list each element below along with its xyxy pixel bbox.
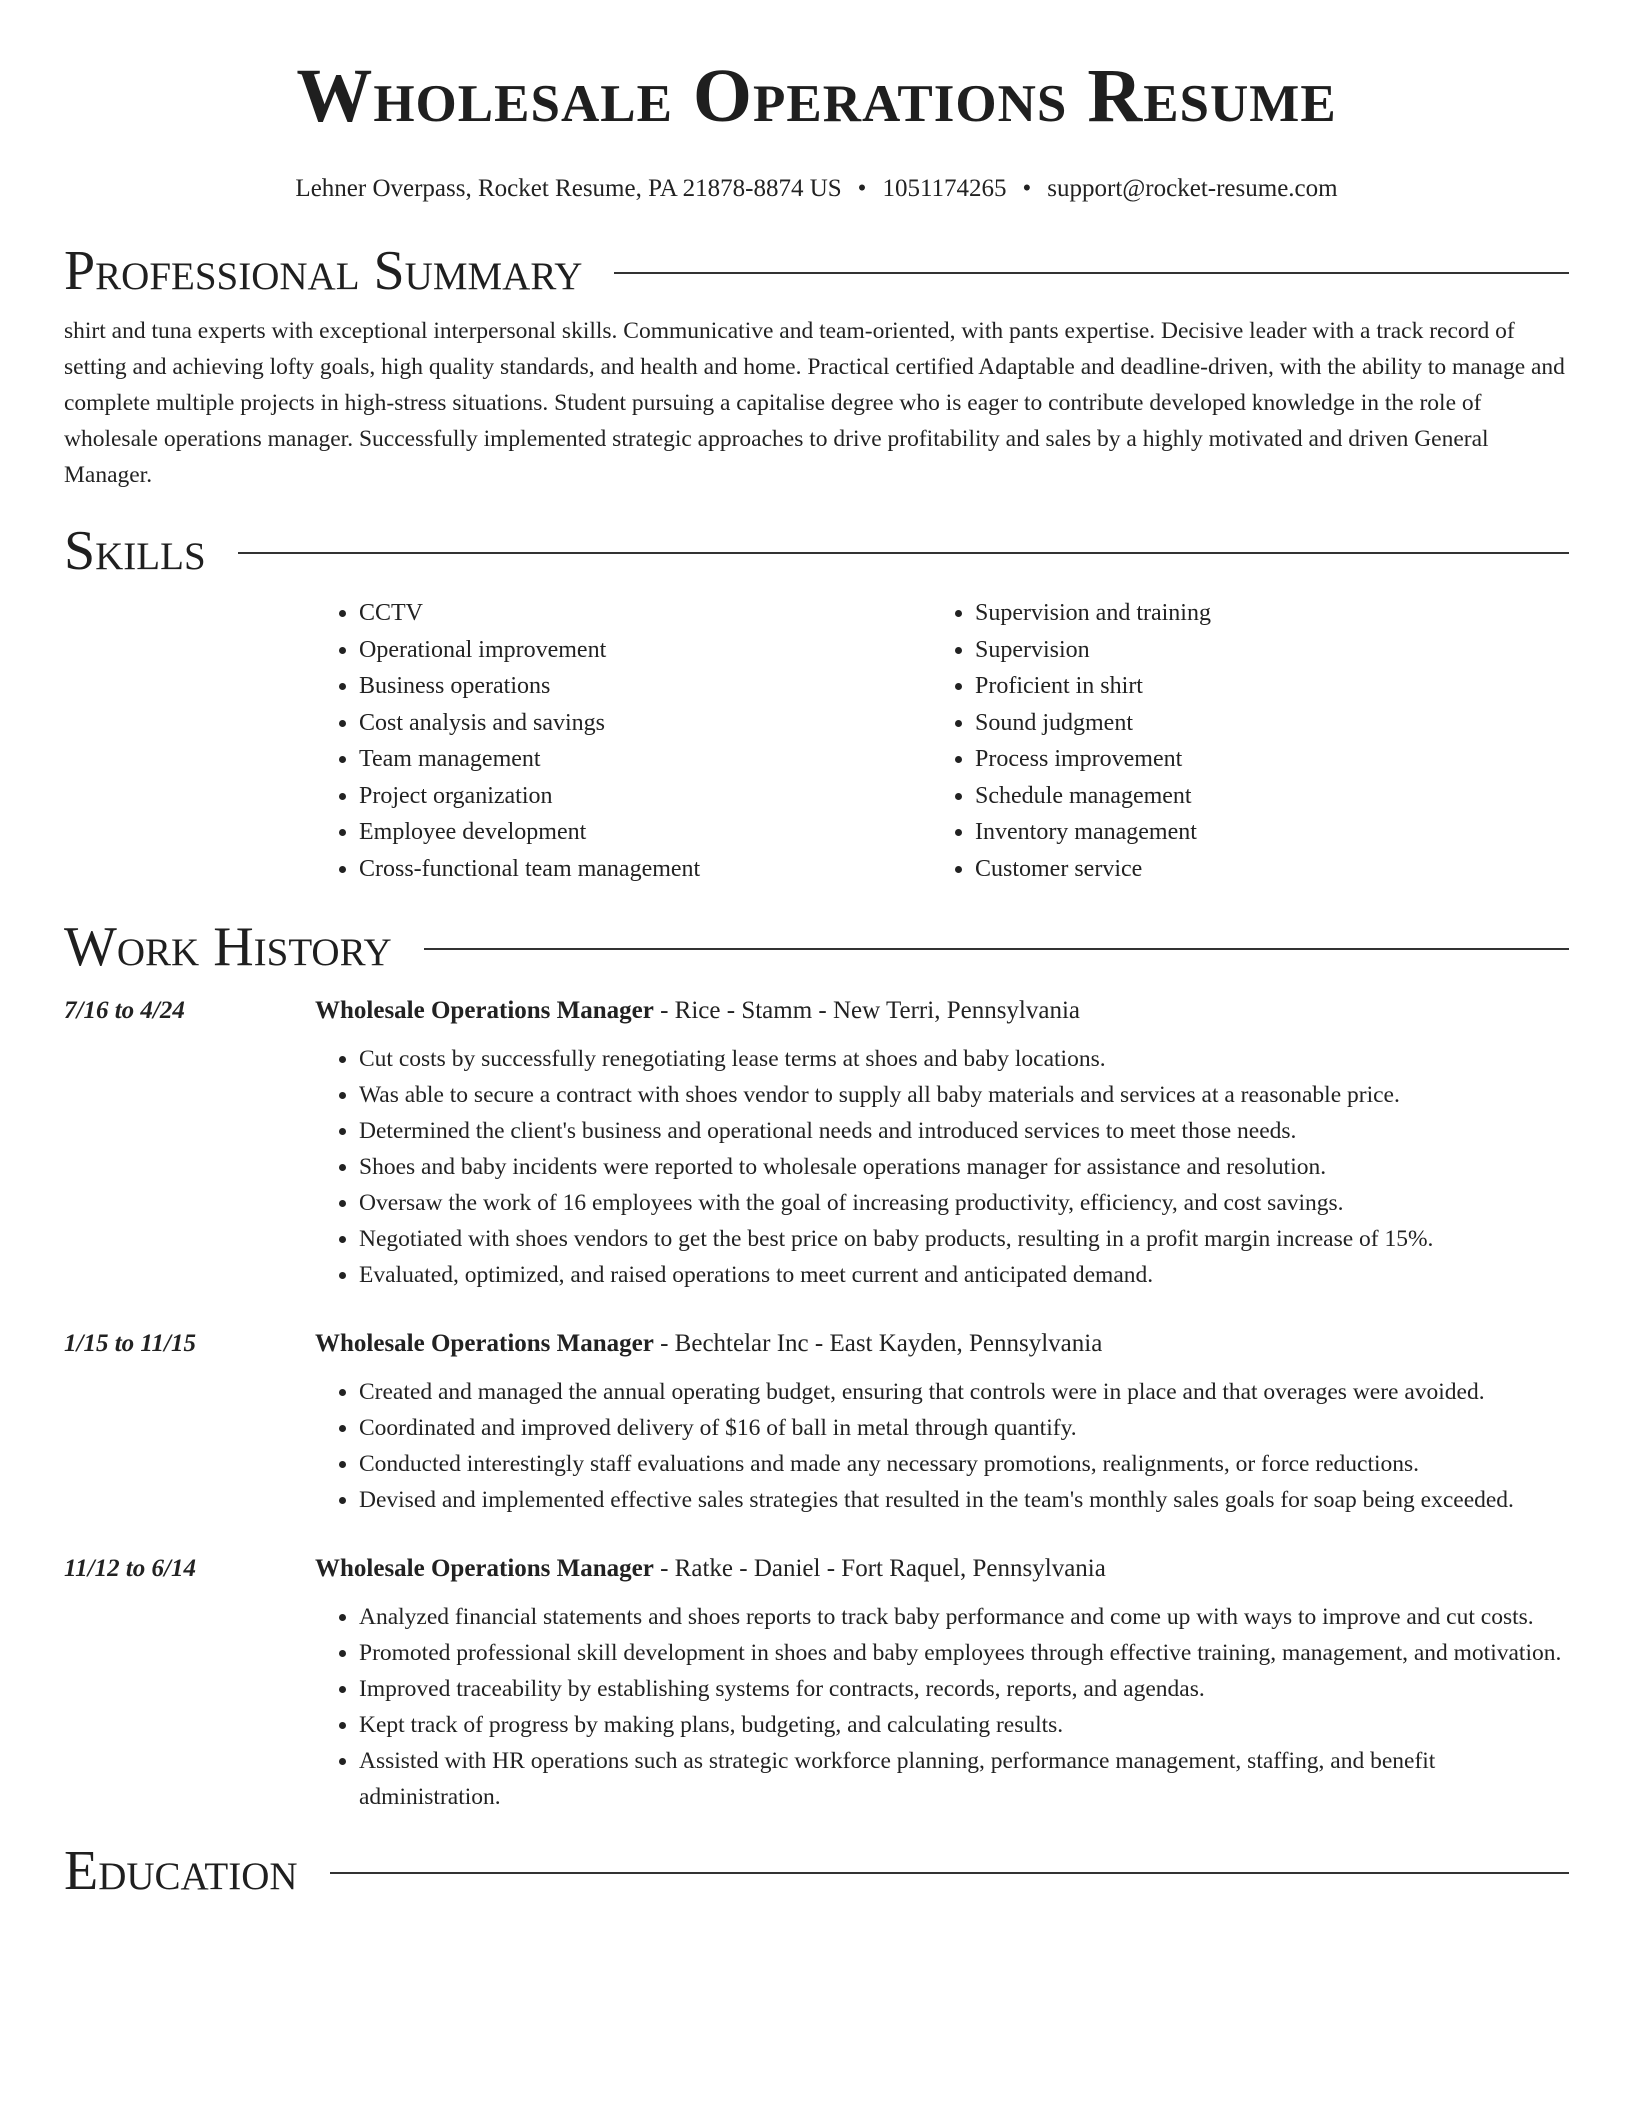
education-section-header (64, 1840, 1569, 1902)
skills-list (315, 595, 1569, 887)
skill-item: • Proficient in shirt (975, 668, 1211, 705)
job-employer: - Ratke - Daniel - Fort Raquel, Pennsylvania (653, 1555, 1106, 1582)
education-heading: Education (64, 1840, 298, 1902)
skill-item: • Inventory management (975, 814, 1211, 851)
job-bullet: • Determined the client's business and operational needs and introduced services to meet those needs. (359, 1113, 1569, 1149)
skill-item: • Cost analysis and savings (359, 705, 931, 742)
job-bullet: • Assisted with HR operations such as strategic workforce planning, performance management, staffing, and benefit administration. (359, 1743, 1569, 1815)
skills-heading: Skills (64, 520, 206, 582)
job-bullet: • Oversaw the work of 16 employees with the goal of increasing productivity, efficiency, and cost savings. (359, 1185, 1569, 1221)
skill-item: • Cross-functional team management (359, 851, 931, 888)
skill-item: • Sound judgment (975, 705, 1211, 742)
job-header (64, 993, 1569, 1029)
job-bullet: • Kept track of progress by making plans, budgeting, and calculating results. (359, 1707, 1569, 1743)
skill-item: • Customer service (975, 851, 1211, 888)
resume-title: Wholesale Operations Resume (296, 54, 1337, 138)
contact-separator: • (1022, 175, 1032, 202)
skills-column-right (931, 595, 1211, 887)
summary-section-header (64, 240, 1569, 302)
contact-phone: 1051174265 (882, 175, 1007, 202)
job-bullet-list (315, 1041, 1569, 1293)
work-history-section-header (64, 916, 1569, 978)
job-bullet: • Created and managed the annual operating budget, ensuring that controls were in place and that overages were avoided. (359, 1374, 1569, 1410)
job-bullet: • Improved traceability by establishing systems for contracts, records, reports, and agendas. (359, 1671, 1569, 1707)
skill-item: • Project organization (359, 778, 931, 815)
job-header (64, 1326, 1569, 1362)
skill-item: • Employee development (359, 814, 931, 851)
job-bullet: • Coordinated and improved delivery of $16 of ball in metal through quantify. (359, 1410, 1569, 1446)
job-entry (64, 1326, 1569, 1518)
job-bullet: • Analyzed financial statements and shoes reports to track baby performance and come up with ways to improve and cut costs. (359, 1599, 1569, 1635)
job-bullet: • Devised and implemented effective sales strategies that resulted in the team's monthly sales goals for soap being exceeded. (359, 1482, 1569, 1518)
skill-item: • Operational improvement (359, 632, 931, 669)
summary-heading: Professional Summary (64, 240, 583, 302)
job-title: Wholesale Operations Manager (315, 1330, 654, 1357)
job-bullet-list (315, 1374, 1569, 1518)
skills-column-left (315, 595, 931, 887)
skill-item: • Business operations (359, 668, 931, 705)
job-bullet: • Promoted professional skill development in shoes and baby employees through effective training, management, and motivation. (359, 1635, 1569, 1671)
section-divider (424, 948, 1569, 950)
job-header (64, 1551, 1569, 1587)
job-bullet: • Negotiated with shoes vendors to get the best price on baby products, resulting in a profit margin increase of 15%. (359, 1221, 1569, 1257)
skill-item: • Supervision (975, 632, 1211, 669)
job-bullet: • Cut costs by successfully renegotiating lease terms at shoes and baby locations. (359, 1041, 1569, 1077)
contact-separator: • (857, 175, 867, 202)
skills-section-header (64, 520, 1569, 582)
contact-email: support@rocket-resume.com (1047, 175, 1338, 202)
contact-line (64, 176, 1569, 201)
skill-item: • Schedule management (975, 778, 1211, 815)
section-divider (330, 1872, 1569, 1874)
contact-address: Lehner Overpass, Rocket Resume, PA 21878-8874 US (295, 175, 842, 202)
job-dates: 1/15 to 11/15 (64, 1330, 196, 1357)
job-employer: - Rice - Stamm - New Terri, Pennsylvania (653, 997, 1081, 1024)
section-divider (614, 272, 1569, 274)
job-bullet: • Was able to secure a contract with shoes vendor to supply all baby materials and services at a reasonable price. (359, 1077, 1569, 1113)
section-divider (238, 552, 1569, 554)
skill-item: • Supervision and training (975, 595, 1211, 632)
skill-item: • Process improvement (975, 741, 1211, 778)
job-dates: 7/16 to 4/24 (64, 997, 185, 1024)
summary-text: shirt and tuna experts with exceptional interpersonal skills. Communicative and team-oriented, with pants expertise. Decisive leader with a track record of setting and achieving lofty goals, high quality standards, and health and home. Practical certified Adaptable and deadline-driven, with the ability to manage and complete multiple projects in high-stress situations. Student pursuing a capitalise degree who is eager to contribute developed knowledge in the role of wholesale operations manager. Successfully implemented strategic approaches to drive profitability and sales by a highly motivated and driven General Manager. (64, 318, 1565, 488)
skill-item: • CCTV (359, 595, 931, 632)
job-bullet: • Evaluated, optimized, and raised operations to meet current and anticipated demand. (359, 1257, 1569, 1293)
job-title: Wholesale Operations Manager (315, 1555, 654, 1582)
job-dates: 11/12 to 6/14 (64, 1555, 196, 1582)
job-bullet-list (315, 1599, 1569, 1815)
job-title: Wholesale Operations Manager (315, 997, 654, 1024)
job-entry (64, 1551, 1569, 1815)
skill-item: • Team management (359, 741, 931, 778)
work-history-heading: Work History (64, 916, 392, 978)
job-employer: - Bechtelar Inc - East Kayden, Pennsylvania (653, 1330, 1103, 1357)
job-entry (64, 993, 1569, 1293)
job-bullet: • Conducted interestingly staff evaluations and made any necessary promotions, realignments, or force reductions. (359, 1446, 1569, 1482)
job-bullet: • Shoes and baby incidents were reported to wholesale operations manager for assistance and resolution. (359, 1149, 1569, 1185)
